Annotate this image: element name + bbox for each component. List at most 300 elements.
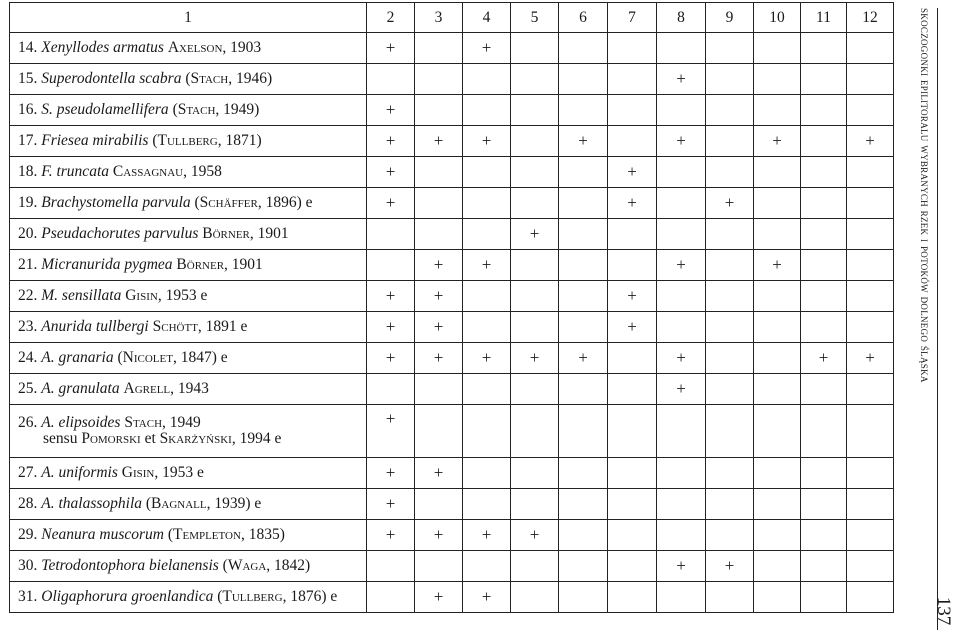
table-row — [10, 33, 894, 64]
species-cell — [10, 219, 367, 250]
presence-cell-col-10 — [754, 343, 801, 374]
species-cell — [10, 157, 367, 188]
presence-cell-col-4 — [463, 64, 511, 95]
running-head-title: skoczogonki epilitoralu wybranych rzek i potoków dolnego śląska — [918, 8, 933, 383]
presence-cell-col-3 — [415, 64, 463, 95]
species-name: S. pseudolamellifera — [41, 101, 169, 118]
presence-cell-col-3 — [415, 405, 463, 458]
presence-cell-col-9 — [706, 489, 754, 520]
presence-cell-col-8 — [657, 582, 706, 613]
presence-cell-col-8 — [657, 489, 706, 520]
species-author: Axelson — [167, 39, 223, 56]
table-row — [10, 343, 894, 374]
presence-cell-col-5 — [511, 64, 559, 95]
species-author: Cassagnau — [112, 163, 184, 180]
species-year: , 1901 — [224, 256, 263, 273]
species-number: 26. — [18, 414, 38, 431]
species-cell — [10, 489, 367, 520]
presence-cell-col-6 — [559, 64, 608, 95]
species-author: Gisin — [125, 287, 158, 304]
species-author: (Stach — [172, 101, 216, 118]
presence-cell-col-4: + — [463, 520, 511, 551]
presence-cell-col-3 — [415, 95, 463, 126]
presence-cell-col-3: + — [415, 126, 463, 157]
presence-cell-col-3: + — [415, 281, 463, 312]
species-number: 16. — [18, 101, 38, 118]
presence-cell-col-4 — [463, 405, 511, 458]
presence-cell-col-4 — [463, 312, 511, 343]
presence-cell-col-9: + — [706, 188, 754, 219]
species-table — [9, 2, 894, 613]
presence-cell-col-4 — [463, 458, 511, 489]
species-year: , 1958 — [183, 163, 222, 180]
presence-cell-col-7 — [608, 374, 657, 405]
species-number: 30. — [18, 557, 38, 574]
presence-cell-col-2: + — [367, 126, 415, 157]
presence-cell-col-8: + — [657, 250, 706, 281]
species-year: , 1946) — [228, 70, 273, 87]
column-header-12: 12 — [847, 3, 894, 33]
presence-cell-col-7: + — [608, 188, 657, 219]
species-year: , 1891 e — [197, 318, 248, 335]
presence-cell-col-5 — [511, 489, 559, 520]
species-author: (Schäffer — [194, 194, 258, 211]
species-cell — [10, 95, 367, 126]
sensu-author-1: Pomorski — [81, 430, 141, 447]
presence-cell-col-8: + — [657, 551, 706, 582]
presence-cell-col-9 — [706, 281, 754, 312]
presence-cell-col-4 — [463, 374, 511, 405]
presence-cell-col-12 — [847, 250, 894, 281]
presence-cell-col-9 — [706, 126, 754, 157]
presence-cell-col-8 — [657, 281, 706, 312]
presence-cell-col-3: + — [415, 520, 463, 551]
species-cell — [10, 250, 367, 281]
table-row — [10, 250, 894, 281]
presence-cell-col-3 — [415, 33, 463, 64]
presence-cell-col-3: + — [415, 343, 463, 374]
presence-cell-col-9 — [706, 250, 754, 281]
presence-cell-col-11 — [801, 219, 847, 250]
presence-cell-col-5 — [511, 312, 559, 343]
presence-cell-col-12: + — [847, 343, 894, 374]
species-author: Schött — [152, 318, 198, 335]
sensu-author-2: Skarżyński — [159, 430, 232, 447]
presence-cell-col-7 — [608, 219, 657, 250]
presence-cell-col-12 — [847, 33, 894, 64]
sensu-connector: et — [140, 430, 160, 447]
species-author: (Bagnall — [145, 495, 207, 512]
species-number: 15. — [18, 70, 38, 87]
presence-cell-col-12 — [847, 582, 894, 613]
presence-cell-col-2 — [367, 64, 415, 95]
species-year: , 1835) — [240, 526, 285, 543]
presence-cell-col-7 — [608, 551, 657, 582]
species-year: , 1949) — [215, 101, 260, 118]
species-number: 14. — [18, 39, 38, 56]
sensu-year: , 1994 e — [231, 430, 282, 447]
presence-cell-col-10 — [754, 188, 801, 219]
presence-cell-col-12 — [847, 281, 894, 312]
column-header-9: 9 — [706, 3, 754, 33]
presence-cell-col-3 — [415, 551, 463, 582]
presence-cell-col-4: + — [463, 250, 511, 281]
table-row — [10, 312, 894, 343]
species-name: F. truncata — [41, 163, 109, 180]
presence-cell-col-8 — [657, 520, 706, 551]
presence-cell-col-4 — [463, 281, 511, 312]
species-author: Börner — [176, 256, 225, 273]
presence-cell-col-11 — [801, 551, 847, 582]
presence-cell-col-5 — [511, 582, 559, 613]
table-row — [10, 551, 894, 582]
presence-cell-col-6 — [559, 520, 608, 551]
presence-cell-col-3 — [415, 374, 463, 405]
presence-cell-col-2: + — [367, 33, 415, 64]
presence-cell-col-2 — [367, 250, 415, 281]
species-number: 19. — [18, 194, 38, 211]
presence-cell-col-5 — [511, 281, 559, 312]
presence-cell-col-10 — [754, 520, 801, 551]
presence-cell-col-5 — [511, 126, 559, 157]
presence-cell-col-3 — [415, 157, 463, 188]
presence-cell-col-7 — [608, 458, 657, 489]
presence-cell-col-11 — [801, 64, 847, 95]
species-cell — [10, 582, 367, 613]
presence-cell-col-11 — [801, 188, 847, 219]
table-row — [10, 374, 894, 405]
presence-cell-col-6 — [559, 157, 608, 188]
species-name: Anurida tullbergi — [41, 318, 149, 335]
presence-cell-col-12: + — [847, 126, 894, 157]
presence-cell-col-11 — [801, 281, 847, 312]
presence-cell-col-4: + — [463, 343, 511, 374]
presence-cell-col-7: + — [608, 312, 657, 343]
presence-cell-col-2: + — [367, 188, 415, 219]
presence-cell-col-8 — [657, 219, 706, 250]
presence-cell-col-5 — [511, 188, 559, 219]
presence-cell-col-12 — [847, 188, 894, 219]
species-number: 22. — [18, 287, 38, 304]
presence-cell-col-12 — [847, 95, 894, 126]
presence-cell-col-11 — [801, 374, 847, 405]
species-year: , 1901 — [249, 225, 289, 242]
species-author: Börner — [202, 225, 250, 242]
presence-cell-col-8 — [657, 312, 706, 343]
presence-cell-col-12 — [847, 219, 894, 250]
presence-cell-col-7 — [608, 33, 657, 64]
column-header-4: 4 — [463, 3, 511, 33]
table-row — [10, 157, 894, 188]
species-cell — [10, 520, 367, 551]
presence-cell-col-2 — [367, 582, 415, 613]
presence-cell-col-2 — [367, 551, 415, 582]
presence-cell-col-12 — [847, 374, 894, 405]
presence-cell-col-7 — [608, 489, 657, 520]
presence-cell-col-9 — [706, 582, 754, 613]
presence-cell-col-5 — [511, 551, 559, 582]
species-sensu-line — [18, 431, 366, 447]
presence-cell-col-11 — [801, 312, 847, 343]
presence-cell-col-3 — [415, 489, 463, 520]
presence-cell-col-3: + — [415, 312, 463, 343]
species-year: , 1876) e — [282, 588, 338, 605]
species-number: 28. — [18, 495, 38, 512]
presence-cell-col-5: + — [511, 219, 559, 250]
presence-cell-col-3: + — [415, 250, 463, 281]
table-row — [10, 219, 894, 250]
presence-cell-col-8 — [657, 188, 706, 219]
table-row — [10, 188, 894, 219]
presence-cell-col-11 — [801, 33, 847, 64]
presence-cell-col-7 — [608, 405, 657, 458]
presence-cell-col-6 — [559, 582, 608, 613]
species-cell — [10, 188, 367, 219]
presence-cell-col-2: + — [367, 458, 415, 489]
presence-cell-col-10 — [754, 281, 801, 312]
column-header-10: 10 — [754, 3, 801, 33]
presence-cell-col-3: + — [415, 582, 463, 613]
presence-cell-col-12 — [847, 520, 894, 551]
presence-cell-col-7 — [608, 95, 657, 126]
table-row — [10, 458, 894, 489]
presence-cell-col-10 — [754, 64, 801, 95]
presence-cell-col-8: + — [657, 64, 706, 95]
species-year: , 1847) e — [172, 349, 228, 366]
presence-cell-col-8: + — [657, 126, 706, 157]
species-cell — [10, 312, 367, 343]
column-header-11: 11 — [801, 3, 847, 33]
presence-cell-col-2: + — [367, 405, 415, 458]
presence-cell-col-2: + — [367, 520, 415, 551]
table-row — [10, 95, 894, 126]
presence-cell-col-10 — [754, 582, 801, 613]
species-name: A. elipsoides — [41, 414, 121, 431]
presence-cell-col-12 — [847, 405, 894, 458]
presence-cell-col-10 — [754, 95, 801, 126]
species-author: (Tullberg — [152, 132, 218, 149]
column-header-6: 6 — [559, 3, 608, 33]
column-header-5: 5 — [511, 3, 559, 33]
species-cell — [10, 33, 367, 64]
presence-cell-col-5 — [511, 33, 559, 64]
presence-cell-col-8 — [657, 405, 706, 458]
species-name: Xenyllodes armatus — [41, 39, 164, 56]
species-number: 17. — [18, 132, 38, 149]
table-row — [10, 126, 894, 157]
species-number: 24. — [18, 349, 38, 366]
presence-cell-col-8 — [657, 33, 706, 64]
species-year: , 1842) — [266, 557, 311, 574]
presence-cell-col-8: + — [657, 343, 706, 374]
presence-cell-col-12 — [847, 458, 894, 489]
presence-cell-col-2: + — [367, 489, 415, 520]
species-name: Oligaphorura groenlandica — [41, 588, 214, 605]
presence-cell-col-7 — [608, 64, 657, 95]
table-header-row — [10, 3, 894, 33]
species-cell — [10, 405, 367, 458]
species-year: , 1953 e — [157, 287, 208, 304]
species-cell — [10, 64, 367, 95]
presence-cell-col-12 — [847, 489, 894, 520]
presence-cell-col-2 — [367, 219, 415, 250]
presence-cell-col-10 — [754, 374, 801, 405]
presence-cell-col-2 — [367, 374, 415, 405]
presence-cell-col-10 — [754, 33, 801, 64]
presence-cell-col-6 — [559, 458, 608, 489]
presence-cell-col-4 — [463, 188, 511, 219]
presence-cell-col-11 — [801, 582, 847, 613]
presence-cell-col-7: + — [608, 281, 657, 312]
species-name: A. granulata — [41, 380, 120, 397]
column-header-3: 3 — [415, 3, 463, 33]
presence-cell-col-4: + — [463, 126, 511, 157]
presence-cell-col-10 — [754, 312, 801, 343]
species-number: 21. — [18, 256, 38, 273]
species-number: 25. — [18, 380, 38, 397]
presence-cell-col-9 — [706, 33, 754, 64]
species-cell — [10, 551, 367, 582]
species-year: , 1896) e — [257, 194, 313, 211]
species-number: 20. — [18, 225, 38, 242]
species-year: , 1949 — [162, 414, 201, 431]
species-name: A. thalassophila — [41, 495, 143, 512]
species-cell — [10, 126, 367, 157]
species-author: Stach — [124, 414, 163, 431]
presence-cell-col-5: + — [511, 343, 559, 374]
presence-cell-col-12 — [847, 64, 894, 95]
presence-cell-col-12 — [847, 157, 894, 188]
species-author: (Templeton — [167, 526, 241, 543]
species-number: 27. — [18, 464, 38, 481]
sensu-prefix: sensu — [43, 430, 82, 447]
presence-cell-col-6 — [559, 405, 608, 458]
presence-cell-col-6 — [559, 188, 608, 219]
presence-cell-col-5: + — [511, 520, 559, 551]
presence-cell-col-11 — [801, 520, 847, 551]
species-author: Agrell — [123, 380, 171, 397]
table-row — [10, 405, 894, 458]
presence-cell-col-11 — [801, 405, 847, 458]
presence-cell-col-4 — [463, 551, 511, 582]
presence-cell-col-9: + — [706, 551, 754, 582]
presence-cell-col-2: + — [367, 343, 415, 374]
presence-cell-col-11 — [801, 458, 847, 489]
presence-cell-col-6 — [559, 33, 608, 64]
species-number: 18. — [18, 163, 38, 180]
table-row — [10, 281, 894, 312]
presence-cell-col-9 — [706, 64, 754, 95]
presence-cell-col-2: + — [367, 95, 415, 126]
presence-cell-col-5 — [511, 250, 559, 281]
column-header-1: 1 — [10, 3, 367, 33]
presence-cell-col-10: + — [754, 250, 801, 281]
species-name: Superodontella scabra — [41, 70, 182, 87]
presence-cell-col-6 — [559, 281, 608, 312]
species-year: , 1939) e — [206, 495, 262, 512]
presence-cell-col-10 — [754, 458, 801, 489]
presence-cell-col-9 — [706, 219, 754, 250]
species-year: , 1871) — [217, 132, 262, 149]
presence-cell-col-6: + — [559, 343, 608, 374]
presence-cell-col-10 — [754, 551, 801, 582]
species-cell — [10, 374, 367, 405]
presence-cell-col-6 — [559, 489, 608, 520]
presence-cell-col-6 — [559, 374, 608, 405]
presence-cell-col-11 — [801, 157, 847, 188]
species-name: Pseudachorutes parvulus — [41, 225, 199, 242]
presence-cell-col-4 — [463, 95, 511, 126]
presence-cell-col-11 — [801, 95, 847, 126]
species-number: 31. — [18, 588, 38, 605]
presence-cell-col-10 — [754, 489, 801, 520]
presence-cell-col-10 — [754, 157, 801, 188]
table-row — [10, 489, 894, 520]
presence-cell-col-10 — [754, 405, 801, 458]
presence-cell-col-2: + — [367, 157, 415, 188]
presence-cell-col-7 — [608, 582, 657, 613]
presence-cell-col-10: + — [754, 126, 801, 157]
species-cell — [10, 281, 367, 312]
presence-cell-col-7 — [608, 126, 657, 157]
species-cell — [10, 458, 367, 489]
species-author: (Stach — [185, 70, 229, 87]
presence-cell-col-6 — [559, 95, 608, 126]
table-row — [10, 520, 894, 551]
presence-cell-col-7 — [608, 250, 657, 281]
presence-cell-col-6 — [559, 312, 608, 343]
presence-cell-col-9 — [706, 157, 754, 188]
species-name: A. granaria — [41, 349, 114, 366]
presence-cell-col-11: + — [801, 343, 847, 374]
species-number: 29. — [18, 526, 38, 543]
presence-cell-col-12 — [847, 312, 894, 343]
presence-cell-col-4 — [463, 489, 511, 520]
presence-cell-col-2: + — [367, 312, 415, 343]
species-number: 23. — [18, 318, 38, 335]
presence-cell-col-7 — [608, 520, 657, 551]
species-name: A. uniformis — [41, 464, 118, 481]
column-header-2: 2 — [367, 3, 415, 33]
presence-cell-col-11 — [801, 489, 847, 520]
presence-cell-col-5 — [511, 405, 559, 458]
presence-cell-col-10 — [754, 219, 801, 250]
presence-cell-col-5 — [511, 157, 559, 188]
presence-cell-col-9 — [706, 458, 754, 489]
presence-cell-col-2: + — [367, 281, 415, 312]
presence-cell-col-4: + — [463, 33, 511, 64]
table-row — [10, 582, 894, 613]
presence-cell-col-11 — [801, 250, 847, 281]
species-name: M. sensillata — [41, 287, 122, 304]
presence-cell-col-4: + — [463, 582, 511, 613]
species-name: Micranurida pygmea — [41, 256, 173, 273]
presence-cell-col-9 — [706, 374, 754, 405]
species-author: Gisin — [121, 464, 155, 481]
presence-cell-col-8 — [657, 95, 706, 126]
species-name: Brachystomella parvula — [41, 194, 191, 211]
presence-cell-col-6 — [559, 551, 608, 582]
presence-cell-col-8 — [657, 458, 706, 489]
species-name: Friesea mirabilis — [41, 132, 149, 149]
presence-cell-col-11 — [801, 126, 847, 157]
presence-cell-col-3: + — [415, 458, 463, 489]
species-author: (Nicolet — [117, 349, 173, 366]
species-name: Neanura muscorum — [41, 526, 164, 543]
running-head-rule — [937, 8, 938, 630]
presence-cell-col-9 — [706, 343, 754, 374]
presence-cell-col-8 — [657, 157, 706, 188]
